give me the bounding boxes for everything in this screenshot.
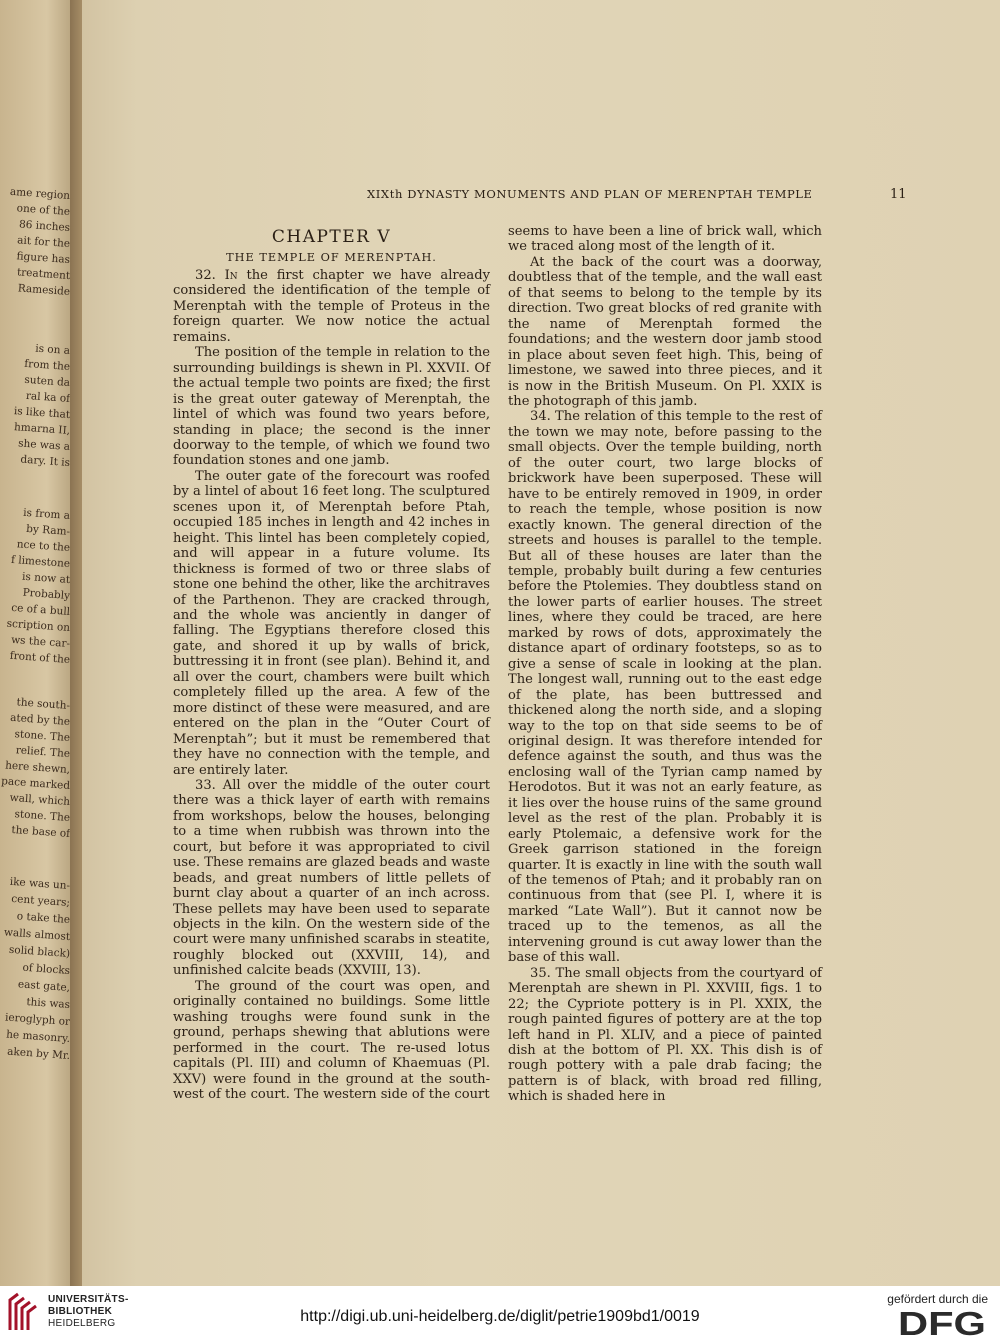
margin-text-fragment: f limestone [10,553,71,570]
paragraph: At the back of the court was a doorway, doubtless that of the temple, and the wall east of that seems to belong to the temple by its direction. Two great blocks of red granite with the name of Merenptah formed the foundations; and the western door jamb stood in place about seven feet high. This, being of limestone, we sawed into three pieces, and it is now in the British Museum. On Pl. XXIX is the photograph of this jamb. [508,254,822,409]
margin-text-fragment: the south- [16,696,71,712]
right-text-column [508,224,822,1105]
margin-text-fragment: o take the [16,910,71,926]
margin-text-fragment: of blocks [22,961,71,977]
margin-text-fragment: 86 inches [18,218,71,234]
paragraph-lead: 32. In [195,268,238,283]
paragraph [173,268,490,345]
margin-text-fragment: he masonry. [5,1028,71,1045]
page-number: 11 [890,187,907,202]
margin-text-fragment: front of the [9,649,71,666]
margin-text-fragment: ce of a bull [10,601,71,618]
paragraph: The outer gate of the forecourt was roofed by a lintel of about 16 feet long. The sculptured scenes upon it, of Merenptah before Ptah, occupied 185 inches in length and 42 inches in height. This lintel has been completely copied, and will appear in a future volume. Its thickness is formed of two or three slabs of stone one behind the other, like the architraves of the Parthenon. They are cracked through, and the whole was anciently in danger of falling. The Egyptians therefore closed this gate, and shored it up by walls of brick, buttressing it in front (see plan). Behind it, and all over the court, chambers were built which completely filled up the area. A few of the more distinct of these were measured, and are entered on the plan in the “Outer Court of Merenptah”; but it must be remembered that they have no connection with the temple, and are entirely later. [173,468,490,778]
running-header: XIXth DYNASTY MONUMENTS AND PLAN OF MERENPTAH TEMPLE [367,187,813,201]
paragraph-text: the first chapter we have already considered the identification of the temple of Merenptah with the temple of Proteus in the foreign quarter. We now notice the actual remains. [173,268,490,345]
institution-name-line1: UNIVERSITÄTS- [48,1294,129,1305]
margin-text-fragment: ait for the [16,234,71,250]
dfg-logo-icon [898,1308,988,1338]
institution-name-line2: BIBLIOTHEK [48,1306,113,1317]
left-text-column [173,227,490,1103]
chapter-title: CHAPTER V [271,227,392,247]
margin-text-fragment: is on a [34,342,71,357]
margin-text-fragment: solid black) [8,943,71,960]
margin-text-fragment: pace marked [0,775,71,792]
margin-text-fragment: is now at [21,570,71,586]
paragraph: The position of the temple in relation to the surrounding buildings is shewn in Pl. XXVII. Of the actual temple two points are fixed; the first is the great outer gateway of Merenptah, the lintel of which was found two years before, standing in place; the second is the inner doorway to the temple, of which we found two foundation stones and one jamb. [173,345,490,469]
margin-text-fragment: is from a [22,506,71,522]
funding-caption: gefördert durch die [887,1292,988,1306]
margin-text-fragment: dary. It is [20,453,71,469]
margin-text-fragment: from the [23,357,71,373]
permalink-url[interactable]: http://digi.ub.uni-heidelberg.de/diglit/petrie1909bd1/0019 [300,1308,700,1325]
institution-name-line3: HEIDELBERG [48,1318,116,1329]
margin-text-fragment: wall, which [9,791,71,808]
margin-text-fragment: ral ka of [25,389,71,405]
margin-text-fragment: ws the car- [10,633,71,650]
paragraph: 34. The relation of this temple to the rest of the town we may note, before passing to the small objects. Over the temple building, north of the outer court, two large blocks of brickwork have been superposed. These will have to be entirely removed in 1909, in order to reach the temple, whose position is now exactly known. The general direction of the streets and houses is parallel to the temple. But all of these houses are later than the temple, probably built during a few centuries before the Ptolemies. They doubtless stand on the lower parts of earlier houses. The street lines, where they could be traced, are here marked by rows of dots, approximately the distance apart of ordinary footsteps, so as to give a sense of scale in looking at the plan. The longest wall, running out to the east edge of the plate, has been buttressed and thickened along the north side, and a sloping way to the top on that side seems to be of original design. It was therefore intended for defence against the south, and thus was the enclosing wall of the Tyrian camp named by Herodotos. But it was not an early feature, as it lies over the house ruins of the same ground level as the rest of the plan. Probably it is early Ptolemaic, a defensive work for the Greek garrison stationed in the foreign quarter. It is exactly in line with the south wall of the temenos of Ptah; and it probably ran on continuous from that (see Pl. I, where it is marked “Late Wall”). But it cannot now be traced up to the temenos, as all the intervening ground is cut away lower than the base of this wall. [508,409,822,966]
margin-text-fragment: ike was un- [9,875,71,892]
margin-text-fragment: scription on [6,617,71,634]
margin-text-fragment: hmarna II, [13,421,71,437]
margin-text-fragment: walls almost [3,926,71,943]
margin-text-fragment: nce to the [16,538,71,554]
margin-text-fragment: figure has [16,250,71,266]
margin-text-fragment: treatment [16,266,71,282]
margin-text-fragment: the base of [11,823,71,840]
margin-text-fragment: ated by the [9,711,71,728]
margin-text-fragment: ame region [9,185,71,202]
margin-text-fragment: suten da [24,373,71,389]
margin-text-fragment: she was a [17,437,71,453]
chapter-subtitle: THE TEMPLE OF MERENPTAH. [226,251,437,264]
paragraph: The ground of the court was open, and originally contained no buildings. Some little washing troughs were found sunk in the ground, perhaps shewing that ablutions were performed in the court. The re-used lotus capitals (Pl. III) and column of Khaemuas (Pl. XXV) were found in the ground at the south-west of the court. The western side of the court [173,978,490,1103]
margin-text-fragment: Rameside [17,282,71,298]
margin-text-fragment: Probably [22,586,71,602]
paragraph: 33. All over the middle of the outer court there was a thick layer of earth with remains from workshops, below the houses, belonging to a time when rubbish was thrown into the court, but before it was appropriated to civil use. These remains are glazed beads and waste beads, and great numbers of little pellets of burnt clay about a quarter of an inch across. These pellets may have been used to separate objects in the kiln. On the western side of the court were many unfinished scarabs in steatite, roughly blocked out (XXVIII, 14), and unfinished calcite beads (XXVIII, 13). [173,777,490,979]
margin-text-fragment: stone. The [14,728,71,744]
margin-text-fragment: aken by Mr. [6,1045,71,1062]
left-page-edge [0,0,78,1286]
margin-text-fragment: one of the [16,202,71,218]
paragraph: seems to have been a line of brick wall, which we traced along most of the length of it. [508,224,822,255]
margin-text-fragment: here shewn, [4,759,71,776]
margin-text-fragment: relief. The [15,744,71,760]
margin-text-fragment: east gate, [17,978,71,994]
dfg-logo-text: DFG [898,1308,986,1338]
margin-text-fragment: cent years; [10,892,71,909]
margin-text-fragment: is like that [13,405,71,421]
margin-text-fragment: this was [25,995,71,1011]
margin-text-fragment: by Ram- [25,522,71,538]
paragraph: 35. The small objects from the courtyard of Merenptah are shewn in Pl. XXVIII, figs. 1 to 22; the Cypriote pottery is in Pl. XXIX, the rough painted figures of pottery are at the top left hand in Pl. XLIV, and a piece of painted dish at the bottom of Pl. XX. This dish is of rough pottery with a pale drab facing; the pattern is of black, with broad red filling, which is shaded here in [508,965,822,1105]
margin-text-fragment: stone. The [14,808,71,824]
margin-text-fragment: ieroglyph or [4,1011,71,1028]
